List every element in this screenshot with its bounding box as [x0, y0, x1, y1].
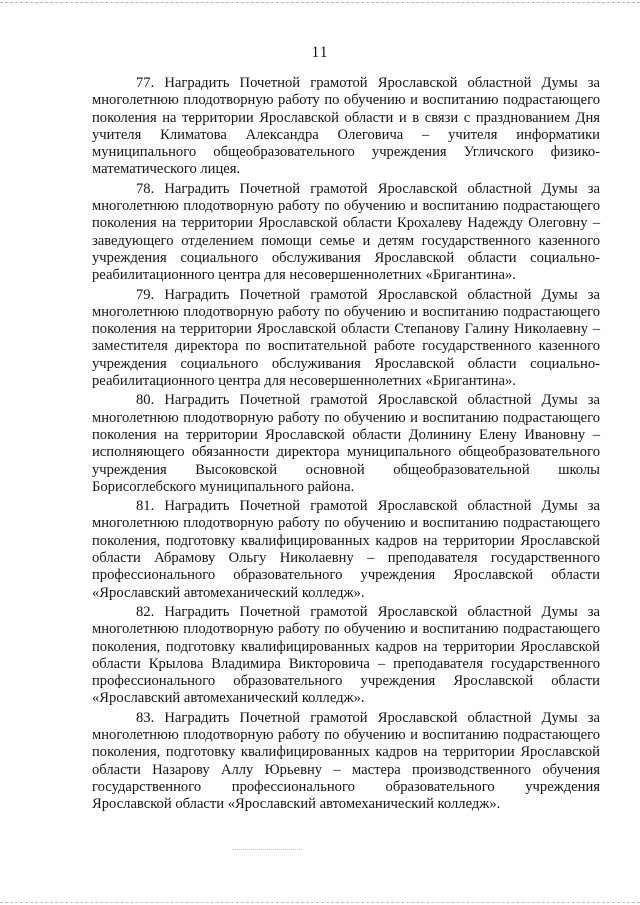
paragraph-81: 81. Наградить Почетной грамотой Ярославской областной Думы за многолетнюю плодотворную работу по обучению и воспитанию подрастающего поколения, подготовку квалифицированных кадров на территории Ярославской области Абрамову Ольгу Николаевну – преподавателя государственного профессионального образовательного учреждения Ярославской области «Ярославский автомеханический колледж».: [92, 498, 600, 601]
page-bottom-border: [0, 902, 640, 903]
page-top-border: [0, 2, 640, 3]
scan-artifact: [232, 849, 302, 850]
paragraph-77: 77. Наградить Почетной грамотой Ярославской областной Думы за многолетнюю плодотворную работу по обучению и воспитанию подрастающего поколения на территории Ярославской области и в связи с празднованием Дня учителя Климатова Александра Олеговича – учителя информатики муниципального общеобразовательного учреждения Угличского физико-математического лицея.: [92, 75, 600, 178]
page-number: 11: [311, 44, 329, 61]
paragraph-82: 82. Наградить Почетной грамотой Ярославской областной Думы за многолетнюю плодотворную работу по обучению и воспитанию подрастающего поколения, подготовку квалифицированных кадров на территории Ярославской области Крылова Владимира Викторовича – преподавателя государственного профессионального образовательного учреждения Ярославской области «Ярославский автомеханический колледж».: [92, 603, 600, 707]
paragraph-79: 79. Наградить Почетной грамотой Ярославской областной Думы за многолетнюю плодотворную работу по обучению и воспитанию подрастающего поколения на территории Ярославской области Степанову Галину Николаевну – заместителя директора по воспитательной работе государственного казенного учреждения социального обслуживания Ярославской области социально-реабилитационного центра для несовершеннолетних «Бригантина».: [92, 286, 600, 390]
document-body: [92, 75, 600, 815]
paragraph-80: 80. Наградить Почетной грамотой Ярославской областной Думы за многолетнюю плодотворную работу по обучению и воспитанию подрастающего поколения на территории Ярославской области Долинину Елену Ивановну – исполняющего обязанности директора муниципального общеобразовательного учреждения Высоковской основной общеобразовательной школы Борисоглебского муниципального района.: [92, 392, 600, 495]
paragraph-83: 83. Наградить Почетной грамотой Ярославской областной Думы за многолетнюю плодотворную работу по обучению и воспитанию подрастающего поколения, подготовку квалифицированных кадров на территории Ярославской области Назарову Аллу Юрьевну – мастера производственного обучения государственного профессионального образовательного учреждения Ярославской области «Ярославский автомеханический колледж».: [92, 709, 600, 813]
paragraph-78: 78. Наградить Почетной грамотой Ярославской областной Думы за многолетнюю плодотворную работу по обучению и воспитанию подрастающего поколения на территории Ярославской области Крохалеву Надежду Олеговну – заведующего отделением помощи семье и детям государственного казенного учреждения социального обслуживания Ярославской области социально-реабилитационного центра для несовершеннолетних «Бригантина».: [92, 180, 600, 284]
